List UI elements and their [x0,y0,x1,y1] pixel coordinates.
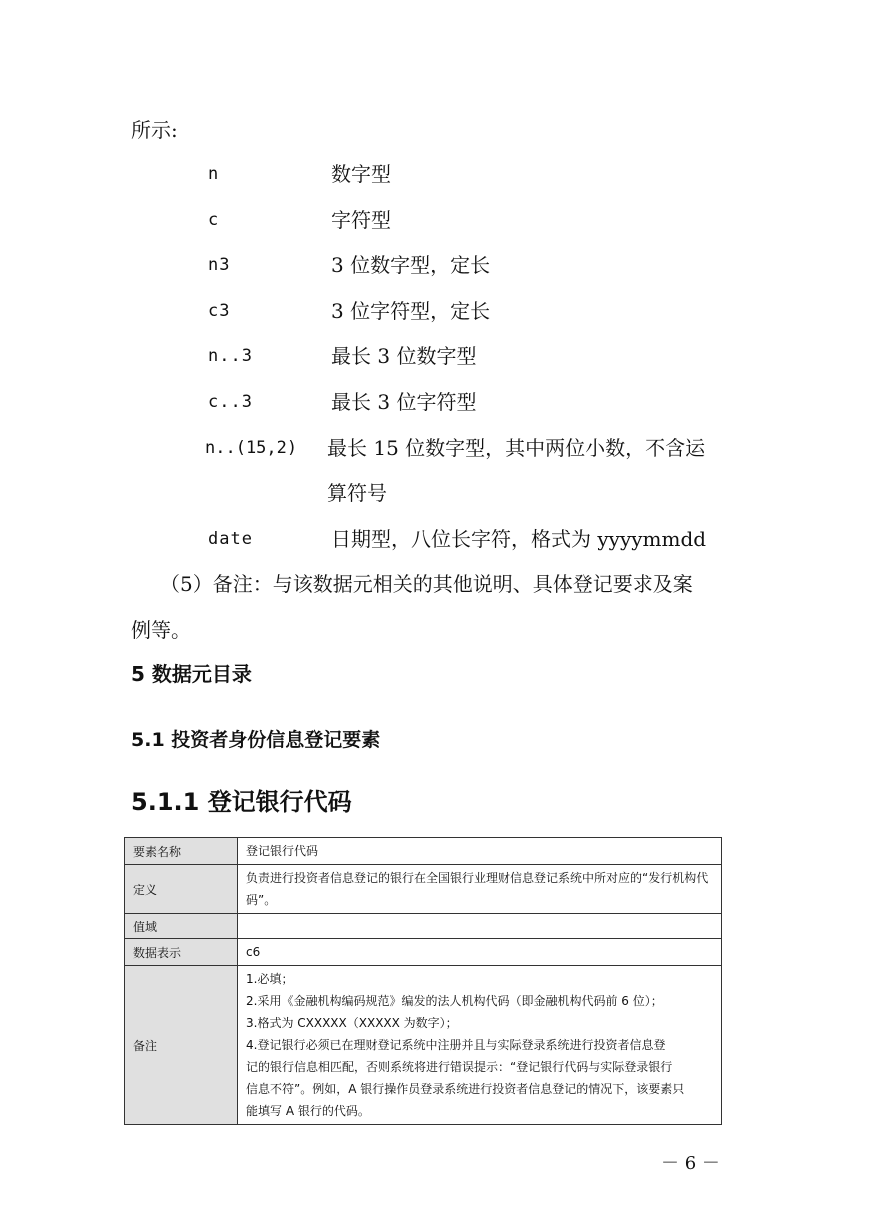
subsection-title: 5.1 投资者身份信息登记要素 [131,729,381,751]
remark-line: 记的银行信息相匹配，否则系统将进行错误提示：“登记银行代码与实际登录银行 [246,1060,673,1074]
type-code: c3 [208,301,231,321]
item-title: 5.1.1 登记银行代码 [131,788,352,816]
remark-line: 2.采用《金融机构编码规范》编发的法人机构代码（即金融机构代码前 6 位）； [246,994,663,1008]
section-title: 5 数据元目录 [131,662,252,686]
type-desc: 最长 3 位字符型 [331,390,477,414]
type-desc: 最长 3 位数字型 [331,344,477,368]
type-desc: 3 位字符型，定长 [331,299,491,323]
table-row [125,838,722,865]
type-desc: 数字型 [331,162,391,186]
page-number: － 6 － [661,1153,720,1174]
remark-line: 信息不符”。例如，A 银行操作员登录系统进行投资者信息登记的情况下，该要素只 [246,1082,685,1096]
type-desc: 日期型，八位长字符，格式为 yyyymmdd [331,527,707,551]
remark-line: 1.必填； [246,972,294,986]
type-code: c [208,210,220,230]
row-key: 值域 [125,914,238,939]
type-code: n..(15,2) [205,438,298,458]
row-value: c6 [238,939,722,966]
row-key: 数据表示 [125,939,238,966]
row-key: 定义 [125,865,238,914]
type-desc-continuation: 算符号 [327,481,387,505]
type-code: c..3 [208,392,253,412]
type-desc: 字符型 [331,208,391,232]
type-desc: 3 位数字型，定长 [331,253,491,277]
row-value: 负责进行投资者信息登记的银行在全国银行业理财信息登记系统中所对应的“发行机构代码”。 [238,865,722,914]
remark-line: 能填写 A 银行的代码。 [246,1104,370,1118]
table-row [125,914,722,939]
table-row [125,966,722,1125]
remarks-value [238,966,722,1125]
note-paragraph-line1: （5）备注：与该数据元相关的其他说明、具体登记要求及案 [160,572,693,596]
row-key: 备注 [125,966,238,1125]
type-code: n3 [208,255,231,275]
type-code: n..3 [208,346,253,366]
row-key: 要素名称 [125,838,238,865]
type-code: date [208,529,253,549]
type-desc: 最长 15 位数字型，其中两位小数，不含运 [327,436,706,460]
data-element-table [124,837,722,1125]
row-value [238,914,722,939]
intro-text: 所示: [131,118,178,142]
remark-line: 3.格式为 CXXXXX（XXXXX 为数字）； [246,1016,458,1030]
table-row [125,865,722,914]
table-row [125,939,722,966]
row-value: 登记银行代码 [238,838,722,865]
note-paragraph-line2: 例等。 [131,618,191,642]
type-code: n [208,164,220,184]
remark-line: 4.登记银行必须已在理财登记系统中注册并且与实际登录系统进行投资者信息登 [246,1038,666,1052]
